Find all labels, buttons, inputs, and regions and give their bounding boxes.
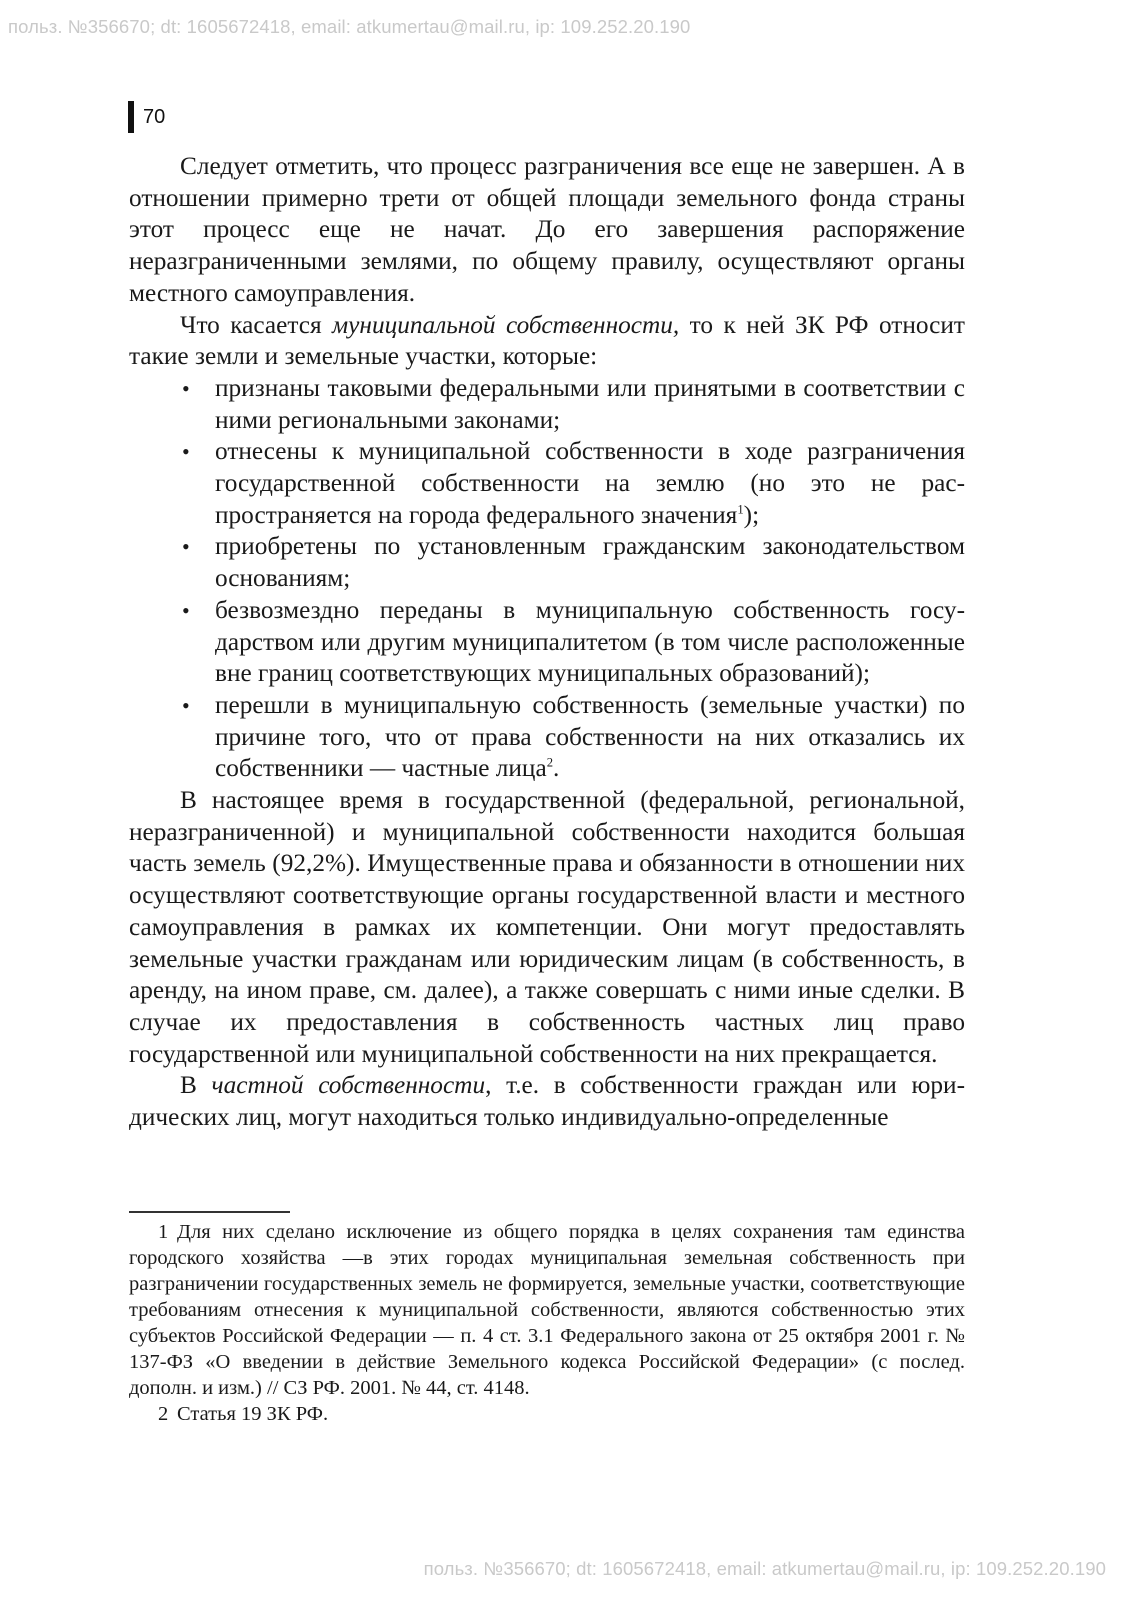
list-item-text: безвозмездно переданы в муниципальную собственность государством или другим муниципалитетом (в том числе расположенные вне границ соответствующих муниципальных образований); <box>215 595 965 688</box>
paragraph-2 <box>129 310 965 373</box>
paragraph-4 <box>129 1070 965 1133</box>
footnote-number: 1 <box>158 1221 169 1243</box>
list-item <box>182 595 965 690</box>
footnotes <box>129 1219 965 1427</box>
footnote-1 <box>129 1219 965 1401</box>
bullet-icon: • <box>182 375 190 401</box>
list-item-end: ); <box>743 500 760 529</box>
list-item <box>182 373 965 436</box>
main-text <box>129 151 965 1134</box>
footnote-number: 2 <box>158 1403 169 1425</box>
paragraph-4-lead: В <box>180 1071 212 1100</box>
private-property-term: частной собственности <box>211 1071 486 1100</box>
paragraph-1: Следует отметить, что процесс разграничения все еще не завершен. А в отношении примерно трети от общей площади земельного фонда страны этот процесс еще не начат. До его завершения распоряжение неразграниченными землями, по общему правилу, осуществляют органы местного самоуправления. <box>129 152 965 307</box>
watermark-top: польз. №356670; dt: 1605672418, email: atkumertau@mail.ru, ip: 109.252.20.190 <box>8 16 691 37</box>
bullet-icon: • <box>182 439 190 465</box>
list-item <box>182 531 965 594</box>
bullet-icon: • <box>182 692 190 718</box>
footnote-divider <box>129 1211 290 1213</box>
footnote-ref[interactable]: 2 <box>546 755 554 770</box>
list-item-text: признаны таковыми федеральными или принятыми в соответствии с ними региональными законами; <box>215 373 965 434</box>
footnote-text: Статья 19 ЗК РФ. <box>177 1403 329 1425</box>
page-number: 70 <box>143 105 166 128</box>
header-bar <box>128 101 134 133</box>
footnote-ref[interactable]: 1 <box>737 502 744 517</box>
footnote-2 <box>129 1401 965 1427</box>
list-item-text: отнесены к муниципальной собственности в ходе разграничения государственной собственности на землю (но это не распространяется на города федерального значения <box>215 437 965 529</box>
page-header <box>128 100 165 134</box>
list-item-end: . <box>553 754 560 783</box>
list-item <box>182 436 965 531</box>
watermark-bottom: польз. №356670; dt: 1605672418, email: atkumertau@mail.ru, ip: 109.252.20.190 <box>423 1558 1106 1579</box>
footnote-text: Для них сделано исключение из общего порядка в целях сохранения там единства городского хозяйства —в этих городах муниципальная земельная собственность при разграничении государственных земель не формируется, земельные участки, соответствующие требованиям отнесения к муниципальной собственности, являются собственностью этих субъектов Российской Федерации — п. 4 ст. 3.1 Федерального закона от 25 октября 2001 г. № 137-ФЗ «О введении в действие Земельного кодекса Российской Федерации» (с послед. дополн. и изм.) // СЗ РФ. 2001. № 44, ст. 4148. <box>129 1221 965 1399</box>
paragraph-2-lead: Что касается <box>180 310 333 339</box>
paragraph-2-rest: то к ней ЗК РФ относит такие земли и земельные участки, которые: <box>129 310 965 371</box>
list-item-text: перешли в муниципальную собственность (земельные участки) по причине того, что от права собственности на них отказались их собственники — частные лица <box>215 690 965 783</box>
bullet-icon: • <box>182 597 190 623</box>
list-item-text: приобретены по установленным гражданским законодательством основаниям; <box>215 532 965 593</box>
municipal-property-term: муниципальной собственности, <box>332 310 680 339</box>
bullet-icon: • <box>182 534 190 560</box>
list-item <box>182 690 965 785</box>
municipal-land-list <box>129 373 965 785</box>
paragraph-3: В настоящее время в государственной (федеральной, региональной, неразграниченной) и муниципальной собственности находится большая часть земель (92,2%). Имущественные права и обязанности в отношении них осуществляют соответствующие органы государственной власти и местного самоуправления в рамках их компетенции. Они могут предоставлять земельные участки гражданам или юридическим лицам (в собственность, в аренду, на ином праве, см. далее), а также совершать с ними иные сделки. В случае их предоставления в собственность частных лиц право государственной или муниципальной собственности на них прекращается. <box>129 786 965 1068</box>
paragraph-4-rest: , т.е. в собственности граждан или юридических лиц, могут находиться только индивидуально-определенные <box>129 1071 965 1132</box>
